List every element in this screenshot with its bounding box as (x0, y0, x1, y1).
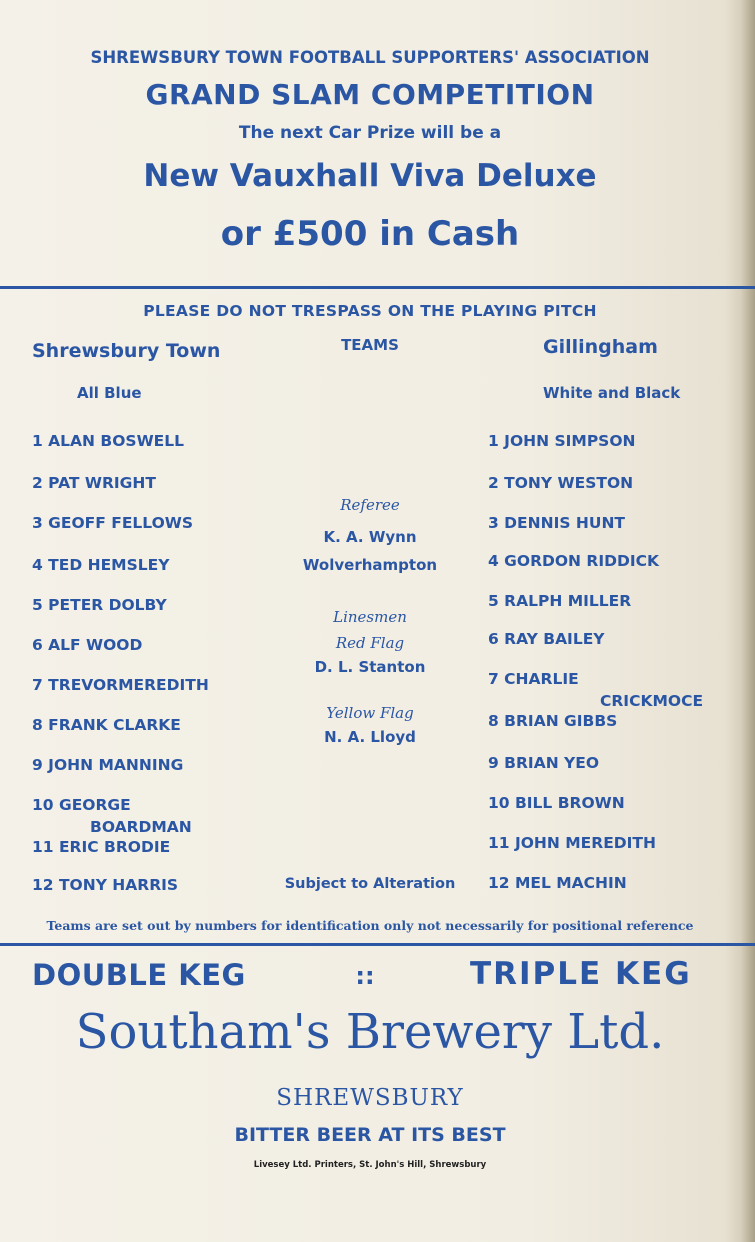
prize-line-1: New Vauxhall Viva Deluxe (143, 158, 597, 194)
teams-footnote: Teams are set out by numbers for identification only not necessarily for positional reference (46, 918, 694, 933)
away-player: 9 BRIAN YEO (488, 754, 600, 772)
triple-keg: TRIPLE KEG (470, 956, 692, 992)
home-player: 1 ALAN BOSWELL (32, 432, 185, 450)
away-player: 2 TONY WESTON (488, 474, 634, 492)
yellow-flag-label: Yellow Flag (326, 704, 414, 722)
trespass-notice: PLEASE DO NOT TRESPASS ON THE PLAYING PITCH (143, 302, 597, 320)
divider-bottom (0, 943, 755, 946)
red-flag-name: D. L. Stanton (314, 658, 426, 676)
printer-credit: Livesey Ltd. Printers, St. John's Hill, Shrewsbury (253, 1160, 487, 1170)
away-player: 8 BRIAN GIBBS (488, 712, 618, 730)
away-team-name: Gillingham (543, 336, 658, 358)
next-prize-text: The next Car Prize will be a (238, 123, 502, 143)
away-player: 7 CHARLIE (488, 670, 579, 688)
away-player: 10 BILL BROWN (488, 794, 625, 812)
linesmen-label: Linesmen (333, 608, 407, 626)
home-player: 6 ALF WOOD (32, 636, 143, 654)
away-player: 5 RALPH MILLER (488, 592, 632, 610)
brewery-slogan: BITTER BEER AT ITS BEST (234, 1124, 506, 1146)
prize-line-2: or £500 in Cash (220, 214, 520, 254)
home-player: 5 PETER DOLBY (32, 596, 167, 614)
home-player: 2 PAT WRIGHT (32, 474, 156, 492)
away-player-cont: CRICKMOCE (600, 692, 704, 710)
page-edge (741, 0, 755, 1242)
away-player: 12 MEL MACHIN (488, 874, 627, 892)
double-keg: DOUBLE KEG (32, 958, 246, 992)
home-team-name: Shrewsbury Town (32, 340, 221, 362)
keg-separator: :: (355, 962, 375, 990)
subject-note: Subject to Alteration (284, 876, 456, 892)
home-player: 7 TREVORMEREDITH (32, 676, 209, 694)
away-player: 6 RAY BAILEY (488, 630, 605, 648)
divider-top (0, 286, 755, 289)
away-player: 3 DENNIS HUNT (488, 514, 626, 532)
home-player: 11 ERIC BRODIE (32, 838, 171, 856)
brewery-name: Southam's Brewery Ltd. (75, 1004, 665, 1060)
away-colours: White and Black (543, 384, 681, 402)
home-player: 3 GEOFF FELLOWS (32, 514, 194, 532)
referee-label: Referee (340, 496, 400, 514)
referee-name: K. A. Wynn (323, 528, 417, 546)
yellow-flag-name: N. A. Lloyd (324, 728, 416, 746)
home-player: 12 TONY HARRIS (32, 876, 179, 894)
away-player: 4 GORDON RIDDICK (488, 552, 660, 570)
competition-title: GRAND SLAM COMPETITION (145, 78, 595, 111)
home-player: 10 GEORGE (32, 796, 131, 814)
teams-label: TEAMS (341, 336, 399, 354)
away-player: 1 JOHN SIMPSON (488, 432, 636, 450)
referee-town: Wolverhampton (302, 556, 438, 574)
red-flag-label: Red Flag (335, 634, 405, 652)
association-title: SHREWSBURY TOWN FOOTBALL SUPPORTERS' ASSOCIATION (90, 48, 650, 67)
home-player: 8 FRANK CLARKE (32, 716, 181, 734)
home-player: 4 TED HEMSLEY (32, 556, 170, 574)
home-player: 9 JOHN MANNING (32, 756, 184, 774)
home-player-cont: BOARDMAN (90, 818, 192, 836)
home-colours: All Blue (77, 384, 142, 402)
away-player: 11 JOHN MEREDITH (488, 834, 656, 852)
brewery-town: SHREWSBURY (276, 1085, 464, 1111)
